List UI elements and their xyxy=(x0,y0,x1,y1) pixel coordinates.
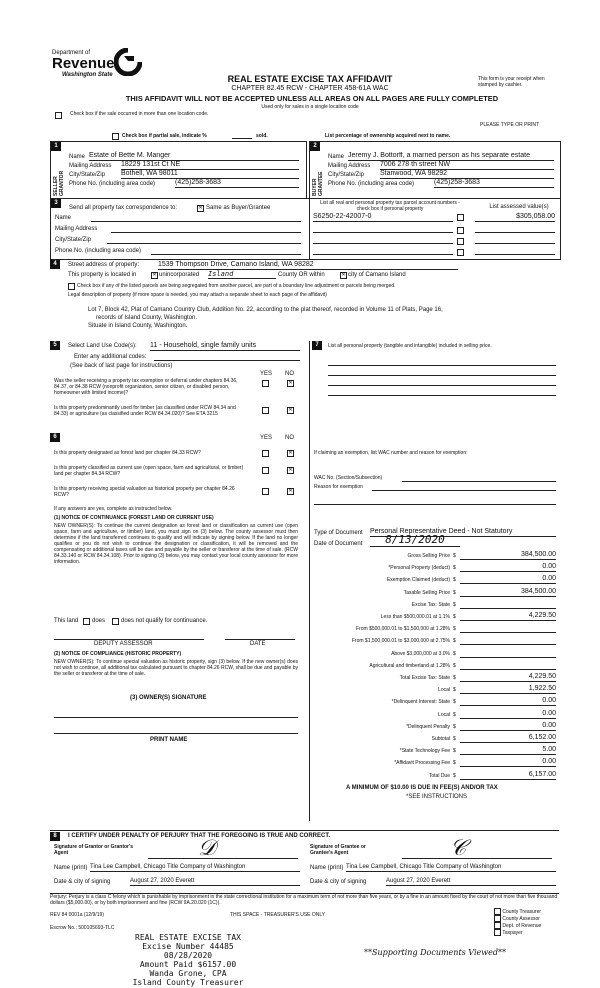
grantor-sig-label: Signature of Grantor or Grantor's Agent xyxy=(54,844,133,856)
same-as-buyer-checkbox[interactable] xyxy=(197,205,204,212)
additional-codes-field[interactable] xyxy=(154,360,300,361)
parcel-field-3[interactable] xyxy=(313,243,453,244)
dollar-sign: $ xyxy=(453,553,456,559)
tax-row-value[interactable]: 6,157.00 xyxy=(460,771,556,780)
please-type: PLEASE TYPE OR PRINT xyxy=(480,122,540,128)
section-8 xyxy=(50,830,559,894)
grantee-date-label: Date & city of signing xyxy=(310,879,367,885)
dollar-sign: $ xyxy=(453,650,456,657)
see-instructions: *SEE INSTRUCTIONS xyxy=(406,794,468,800)
segregated-checkbox[interactable] xyxy=(68,283,75,290)
grantee-signature: 𝒞 xyxy=(450,836,467,861)
same-as-buyer-label: Same as Buyer/Grantee xyxy=(206,205,271,211)
copy-county-assessor-box xyxy=(494,915,501,922)
grantee-signature-line[interactable] xyxy=(402,858,552,859)
parcel-number[interactable]: S6250-22-42007-0 xyxy=(313,213,453,222)
stamp-line5: Wanda Grone, CPA xyxy=(149,969,227,978)
this-land-label: This land xyxy=(54,618,79,624)
grantee-sig-label: Signature of Grantee or Grantee's Agent xyxy=(310,844,366,856)
assessed-header: List assessed value(s) xyxy=(489,204,549,210)
treasurer-stamp xyxy=(118,933,258,987)
tax-row-value[interactable]: 6,152.00 xyxy=(460,734,556,743)
section-4-number: 4 xyxy=(50,260,60,269)
stamp-line2: Excise Number 44485 xyxy=(142,942,234,951)
copy-taxpayer: Taxpayer xyxy=(502,929,523,936)
s5-yes-header: YES xyxy=(260,371,273,377)
seller-city[interactable]: Bothell, WA 98011 xyxy=(121,170,299,179)
s5-no-header: NO xyxy=(285,371,294,377)
tax-row-label: Local xyxy=(438,711,450,718)
does-label: does xyxy=(92,618,106,624)
reason-field-2[interactable] xyxy=(314,504,556,505)
owner-signature-line[interactable] xyxy=(54,717,298,718)
tax-row-label: *Personal Property (deduct) xyxy=(388,565,450,572)
copy-county-treasurer: County Treasurer xyxy=(502,908,542,915)
partial-sale-percent[interactable] xyxy=(232,138,252,139)
deputy-signature-line[interactable] xyxy=(54,639,204,640)
s6-q1-no[interactable] xyxy=(287,450,294,457)
tax-row-label: Agricultural and timberland at 1.28% xyxy=(369,662,450,669)
grantor-signature-line[interactable] xyxy=(148,858,298,859)
buyer-name-label: Name xyxy=(328,154,345,160)
form-warning: THIS AFFIDAVIT WILL NOT BE ACCEPTED UNLESS ALL AREAS ON ALL PAGES ARE FULLY COMPLETED xyxy=(125,94,499,103)
section-2-number: 2 xyxy=(310,142,320,151)
s3-phone-field[interactable] xyxy=(151,254,301,255)
dollar-sign: $ xyxy=(453,736,456,742)
dollar-sign: $ xyxy=(453,675,456,681)
buyer-phone[interactable]: (425)258-3683 xyxy=(434,179,554,188)
tax-row-value[interactable]: 0.00 xyxy=(460,710,556,719)
grantor-name[interactable]: Tina Lee Campbell, Chicago Title Company of Washington xyxy=(90,864,300,872)
multi-location-checkbox[interactable] xyxy=(55,112,62,119)
tax-row-label: Above $3,000,000 at 3.0% xyxy=(391,650,450,657)
tax-row-label: Gross Selling Price xyxy=(407,553,450,559)
section-4 xyxy=(50,260,559,336)
section-6-number: 6 xyxy=(50,433,60,442)
tax-row-value[interactable] xyxy=(460,661,556,670)
copy-county-treasurer-box xyxy=(494,908,501,915)
seller-mailing[interactable]: 18229 131st Ct NE xyxy=(121,161,299,170)
dollar-sign: $ xyxy=(453,589,456,596)
tax-row-label: Taxable Selling Price xyxy=(403,589,450,596)
grantor-date-label: Date & city of signing xyxy=(54,879,111,885)
if-yes-note: If any answers are yes, complete as instructed below. xyxy=(54,506,173,512)
supporting-documents: **Supporting Documents Viewed** xyxy=(364,948,506,957)
s5-q2-yes[interactable] xyxy=(262,407,269,414)
tax-row-value[interactable] xyxy=(460,624,556,633)
s5-q1: Was the seller receiving a property tax exemption or deferral under chapters 84.36, 84.37, or 84.38 RCW (nonprofit organization, senior citizen, or disabled person, homeowner with limited income)? xyxy=(54,378,238,396)
segregated-label: Check box if any of the listed parcels are being segregated from another parcel, are part of a boundary line adjustment or parcels being merged. xyxy=(77,283,396,289)
s3-name-label: Name xyxy=(55,215,72,221)
county-or-label: County OR within xyxy=(278,272,325,278)
dollar-sign: $ xyxy=(453,601,456,608)
dept-line3: Washington State xyxy=(62,72,113,78)
reason-label: Reason for exemption xyxy=(314,484,363,490)
notice2-body: NEW OWNER(S): To continue special valuation as historic property, sign (3) below. If the new owner(s) does not wish to continue, all additional tax calculated pursuant to chapter 84.26 RCW, shall be due and payable by the seller or transferor at the time of sale. xyxy=(54,659,298,677)
s6-q3-no[interactable] xyxy=(287,488,294,495)
minimum-note: A MINIMUM OF $10.00 IS DUE IN FEE(S) AND/OR TAX xyxy=(346,785,498,791)
dor-logo xyxy=(52,48,122,92)
legal-line3: Situate in Island County, Washington. xyxy=(88,323,188,329)
tax-row-label: Exemption Claimed (deduct) xyxy=(386,577,450,584)
doc-date-label: Date of Document xyxy=(314,541,363,547)
form-subtitle: CHAPTER 82.45 RCW - CHAPTER 458-61A WAC xyxy=(231,85,389,92)
tax-row-label: *Delinquent Penalty xyxy=(406,723,450,730)
notice1-title: (1) NOTICE OF CONTINUANCE (FOREST LAND OR CURRENT USE) xyxy=(54,515,214,521)
tax-row-label: Total Excise Tax: State xyxy=(399,675,450,681)
dollar-sign: $ xyxy=(453,687,456,694)
tax-row-value[interactable]: 384,500.00 xyxy=(460,551,556,560)
buyer-side-label: BUYER GRANTEE xyxy=(312,171,324,196)
s3-divider xyxy=(309,199,310,259)
seller-city-label: City/State/Zip xyxy=(69,172,106,178)
parcel-personal-checkbox-4[interactable] xyxy=(457,249,464,256)
seller-name[interactable]: Estate of Bette M. Manger xyxy=(89,152,299,161)
land-use-code[interactable]: 11 - Household, single family units xyxy=(150,342,300,351)
tax-row-label: Total Due xyxy=(428,772,450,779)
grantor-name-label: Name (print) xyxy=(54,865,88,871)
send-all-label: Send all property tax correspondence to: xyxy=(69,205,178,211)
buyer-city-label: City/State/Zip xyxy=(328,172,365,178)
seller-phone[interactable]: (425)258-3683 xyxy=(175,179,299,188)
tax-row-label: *State Technology Fee xyxy=(399,748,450,755)
s6-no-header: NO xyxy=(285,435,294,441)
reason-field[interactable] xyxy=(372,490,556,491)
located-in-label: This property is located in xyxy=(68,272,137,278)
land-use-label: Select Land Use Code(s): xyxy=(68,343,137,349)
seller-section xyxy=(50,141,307,199)
tax-row-label: *Affidavit Processing Fee xyxy=(394,760,450,767)
deputy-date-line[interactable] xyxy=(225,639,295,640)
s6-q2-no[interactable] xyxy=(287,467,294,474)
ownership-next-label: List percentage of ownership acquired next to name. xyxy=(325,133,451,139)
copy-dept-revenue: Dept. of Revenue xyxy=(502,922,542,929)
tax-row-label: From $500,000.01 to $1,500,000 at 1.28% xyxy=(356,626,450,633)
tax-row-value[interactable] xyxy=(460,600,556,609)
escrow-number: Escrow No.: 500105693-TLC xyxy=(50,925,115,931)
unincorporated-checkbox[interactable] xyxy=(151,272,158,279)
section-8-number: 8 xyxy=(50,832,60,841)
dollar-sign: $ xyxy=(453,638,456,645)
s3-mailing-label: Mailing Address xyxy=(55,226,98,232)
buyer-mailing[interactable]: 7006 278 th street NW xyxy=(380,161,554,170)
land-does-checkbox[interactable] xyxy=(83,618,90,625)
s5-q1-yes[interactable] xyxy=(262,380,269,387)
dollar-sign: $ xyxy=(453,748,456,755)
personal-property-line-3[interactable] xyxy=(328,385,556,386)
buyer-city[interactable]: Stanwood, WA 98292 xyxy=(380,170,554,179)
dollar-sign: $ xyxy=(453,723,456,730)
s3-name-field[interactable] xyxy=(91,221,301,222)
stamp-line3: 08/28/2020 xyxy=(163,951,213,960)
grantee-name-label: Name (print) xyxy=(310,865,344,871)
copy-dept-revenue-box xyxy=(494,922,501,929)
parcel-personal-checkbox-1[interactable] xyxy=(457,214,464,221)
exemption-label: If claiming an exemption, list WAC number and reason for exemption: xyxy=(314,450,468,456)
print-name-label: PRINT NAME xyxy=(150,737,188,743)
personal-property-line-2[interactable] xyxy=(328,375,556,376)
date-label: DATE xyxy=(250,641,266,647)
doc-type-label: Type of Document xyxy=(314,530,363,536)
section-6 xyxy=(50,433,305,813)
stamp-line6: Island County Treasurer xyxy=(132,978,244,987)
owner-signature-label: (3) OWNER(S) SIGNATURE xyxy=(130,695,207,701)
dept-line1: Department of xyxy=(52,50,91,56)
grantor-signature: 𝒟 xyxy=(198,836,216,861)
dollar-sign: $ xyxy=(453,760,456,767)
copy-distribution xyxy=(494,908,541,936)
tax-row-label: Less than $500,000.01 at 1.1% xyxy=(380,614,450,620)
notice2-title: (2) NOTICE OF COMPLIANCE (HISTORIC PROPERTY) xyxy=(54,651,182,657)
county-handwritten[interactable]: Island xyxy=(208,270,276,279)
print-name-line[interactable] xyxy=(54,733,298,734)
s6-q2: Is this property classified as current use (open space, farm and agricultural, or timber) land per chapter 84.34 RCW? xyxy=(54,465,244,477)
seller-side-label: SELLER GRANTOR xyxy=(53,170,65,196)
s5-q2-no[interactable] xyxy=(287,407,294,414)
partial-sale-label: Check box if partial sale, indicate % xyxy=(122,133,207,139)
buyer-mailing-label: Mailing Address xyxy=(328,163,371,169)
tax-row-value[interactable]: 1,922.50 xyxy=(460,685,556,694)
sold-label: sold. xyxy=(256,133,268,139)
legal-line2: records of Island County, Washington. xyxy=(96,315,198,321)
s5-q2: Is this property predominantly used for timber (as classified under RCW 84.34 and 84.33) or agriculture (as classified under RCW 84.34.020)? See ETA 3215 xyxy=(54,405,236,417)
buyer-section xyxy=(309,141,561,199)
does-not-label: does not qualify for continuance. xyxy=(121,618,208,624)
legal-line1: Lot 7, Block 42, Plat of Camano Country Club, Addition No. 22, according to the plat thereof, recorded in Volume 11 of Plats, Page 16, xyxy=(88,307,443,313)
parcel-header: List all real and personal property tax parcel account numbers - check box if personal property xyxy=(320,200,460,212)
tax-row-value[interactable]: 5.00 xyxy=(460,746,556,755)
section-5 xyxy=(50,341,305,431)
tax-row-value[interactable]: 0.00 xyxy=(460,563,556,572)
seller-phone-label: Phone No. (including area code) xyxy=(69,181,156,187)
rev-label: REV 84 0001a (12/9/19) xyxy=(50,912,104,918)
dollar-sign: $ xyxy=(453,626,456,633)
tax-row-label: *Delinquent Interest: State xyxy=(391,699,450,706)
land-does-not-checkbox[interactable] xyxy=(112,618,119,625)
tax-row-value[interactable] xyxy=(460,636,556,645)
copy-taxpayer-box xyxy=(494,929,501,936)
assessed-field-4[interactable] xyxy=(475,254,555,255)
stamp-line4: Amount Paid $6157.00 xyxy=(139,960,237,969)
dollar-sign: $ xyxy=(453,699,456,706)
copy-county-assessor: County Assessor xyxy=(502,915,540,922)
dollar-sign: $ xyxy=(453,711,456,718)
dollar-sign: $ xyxy=(453,662,456,669)
s5-q1-no[interactable] xyxy=(287,380,294,387)
certify-statement: I CERTIFY UNDER PENALTY OF PERJURY THAT THE FOREGOING IS TRUE AND CORRECT. xyxy=(68,833,331,839)
dollar-sign: $ xyxy=(453,565,456,572)
dollar-sign: $ xyxy=(453,577,456,584)
buyer-name[interactable]: Jeremy J. Bottorff, a married person as his separate estate xyxy=(348,152,554,161)
dollar-sign: $ xyxy=(453,614,456,620)
tax-row-label: From $1,500,000.01 to $3,000,000 at 2.75% xyxy=(351,638,450,645)
s6-yes-header: YES xyxy=(260,435,273,441)
s3-phone-label: Phone No. (including area code) xyxy=(55,248,142,254)
tax-row-value[interactable]: 0.00 xyxy=(460,575,556,584)
legal-label: Legal description of property (if more space is needed, you may attach a separate sheet to each page of the affidavit) xyxy=(68,292,327,298)
partial-sale-checkbox[interactable] xyxy=(112,133,119,140)
tax-row-value[interactable]: 4,229.50 xyxy=(460,673,556,682)
section-3 xyxy=(50,198,561,260)
tax-row-label: Local xyxy=(438,687,450,694)
grantee-name[interactable]: Tina Lee Campbell, Chicago Title Company of Washington xyxy=(346,864,556,872)
dept-line2: Revenue xyxy=(52,55,115,72)
personal-property-line-1[interactable] xyxy=(328,365,556,366)
section-3-number: 3 xyxy=(51,199,61,208)
s6-q3-yes[interactable] xyxy=(262,488,269,495)
wac-label: WAC No. (Section/Subsection) xyxy=(314,475,383,481)
stamp-line1: REAL ESTATE EXCISE TAX xyxy=(135,933,241,942)
s6-q1: Is this property designated as forest land per chapter 84.33 RCW? xyxy=(54,450,201,456)
city-checkbox[interactable] xyxy=(340,272,347,279)
s3-mailing-field[interactable] xyxy=(111,232,301,233)
section-7 xyxy=(309,341,560,821)
dor-logo-mark xyxy=(114,48,142,76)
s6-q1-yes[interactable] xyxy=(262,450,269,457)
form-title: REAL ESTATE EXCISE TAX AFFIDAVIT xyxy=(227,74,393,84)
buyer-phone-label: Phone No. (including area code) xyxy=(328,181,415,187)
treasurer-only: THIS SPACE - TREASURER'S USE ONLY xyxy=(230,912,326,918)
parcel-field-4[interactable] xyxy=(313,254,453,255)
tax-row-value[interactable] xyxy=(460,649,556,658)
tax-row-value[interactable]: 4,229.50 xyxy=(460,612,556,621)
personal-property-label: List all personal property (tangible and intangible) included in selling price. xyxy=(328,343,492,349)
grantee-date[interactable]: August 27, 2020 Everett xyxy=(386,878,556,886)
tax-row-value[interactable]: 384,500.00 xyxy=(460,588,556,597)
s3-city-field[interactable] xyxy=(107,243,301,244)
deputy-label: DEPUTY ASSESSOR xyxy=(94,641,153,647)
section-7-number: 7 xyxy=(312,341,322,350)
parcel-personal-checkbox-3[interactable] xyxy=(457,238,464,245)
dollar-sign: $ xyxy=(453,772,456,779)
assessed-field-3[interactable] xyxy=(475,243,555,244)
section-5-number: 5 xyxy=(50,341,60,350)
section-1-number: 1 xyxy=(51,142,61,151)
receipt-note: This form is your receipt when stamped by cashier. xyxy=(478,76,545,88)
parcel-personal-checkbox-2[interactable] xyxy=(457,227,464,234)
grantor-date[interactable]: August 27, 2020 Everett xyxy=(130,878,300,886)
tax-row-label: Subtotal xyxy=(431,736,450,742)
doc-date[interactable]: 8/13/2020 xyxy=(370,534,460,547)
tax-row-value[interactable]: 0.00 xyxy=(460,722,556,731)
seller-mailing-label: Mailing Address xyxy=(69,163,112,169)
assessed-field-2[interactable] xyxy=(475,232,555,233)
perjury-note: Perjury: Perjury is a class C felony which is punishable by imprisonment in the state correctional institution for a maximum term of not more than five years, or by a fine in an amount fixed by the court of not more than five thousand dollars ($5,000.00), or by both imprisonment and fine (RCW 9A.20.020 (1C)). xyxy=(50,894,558,906)
tax-row-label: Excise Tax: State xyxy=(411,601,450,608)
s3-city-label: City/State/Zip xyxy=(55,237,92,243)
street-address[interactable]: 1539 Thompson Drive, Camano Island, WA 98282 xyxy=(158,261,458,270)
seller-name-label: Name xyxy=(69,154,86,160)
parcel-field-2[interactable] xyxy=(313,232,453,233)
doc-type[interactable]: Personal Representative Deed - Not Statutory xyxy=(370,528,556,537)
assessed-value[interactable]: $305,058.00 xyxy=(475,213,555,222)
see-back-label: (See back of last page for instructions) xyxy=(70,363,173,369)
city-label: city of Camano Island xyxy=(348,272,406,278)
s6-q3: Is this property receiving special valuation as historical property per chapter 84.26 RCW? xyxy=(54,486,235,498)
tax-row-value[interactable]: 0.00 xyxy=(460,758,556,767)
notice1-body: NEW OWNER(S): To continue the current designation as forest land or classification as current use (open space, farm and agriculture, or timber) land, you must sign on (3) below. The county assessor must then determine if the land transferred continues to qualify and will indicate by signing below. If the land no longer qualifies or you do not wish to continue the designation or classification, it will be removed and the compensating or additional taxes will be due and payable by the seller or transferor at the time of sale. (RCW 84.33.140 or RCW 84.34.108). Prior to signing (3) below, you may contact your local county assessor for more information. xyxy=(54,523,299,565)
multi-location-label: Check box if the sale occurred in more than one location code. xyxy=(70,111,209,117)
wac-field[interactable] xyxy=(402,481,556,482)
unincorporated-label: unincorporated xyxy=(159,272,200,278)
additional-codes-label: Enter any additional codes: xyxy=(74,354,147,360)
street-label: Street address of property: xyxy=(68,262,140,268)
s6-q2-yes[interactable] xyxy=(262,467,269,474)
personal-property-line-4[interactable] xyxy=(328,395,556,396)
form-note: Used only for sales in a single location code xyxy=(261,104,359,110)
tax-row-value[interactable]: 0.00 xyxy=(460,697,556,706)
